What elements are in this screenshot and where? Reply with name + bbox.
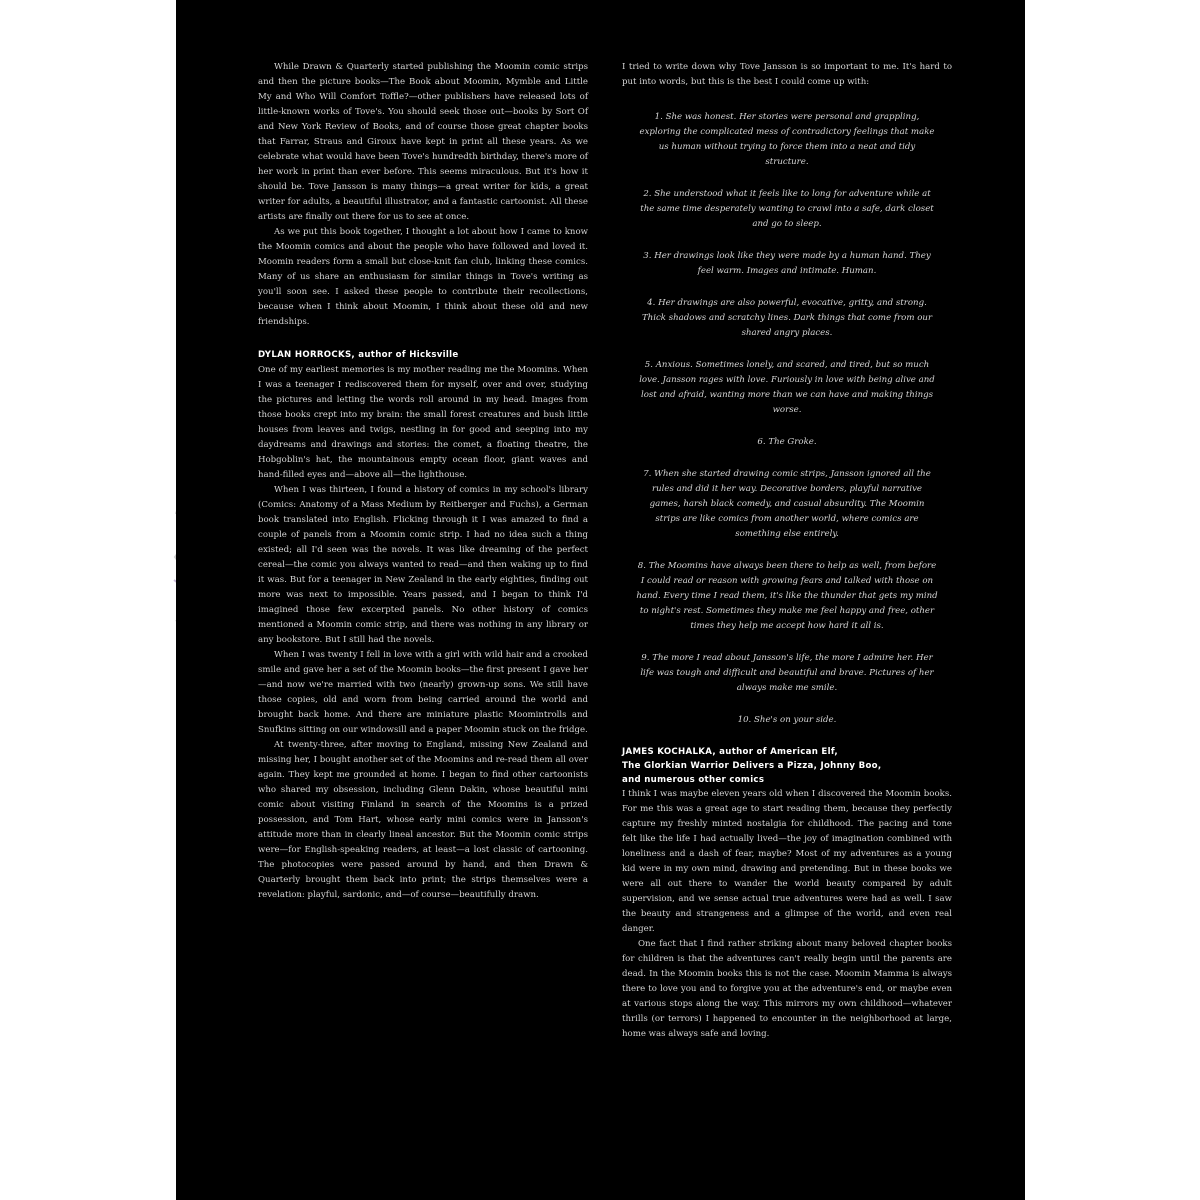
horrocks-paragraph-4: At twenty-three, after moving to England, missing New Zealand and missing her, I bought another set of the Moomins and re-read them all over again. They kept me grounded at home. I began to find other cartoonists who shared my obsession, including Glenn Dakin, whose beautiful mini comic about visiting Finland in search of the Moomins is a prized possession, and Tom Hart, whose early mini comics were in Jansson's attitude more than in clearly lineal ancestor. But the Moomin comic strips were—for English-speaking readers, at least—a lost classic of cartooning. The photocopies were passed around by hand, and then Drawn & Quarterly brought them back into print; the strips themselves were a revelation: playful, sardonic, and—of course—beautifully drawn.	[258, 740, 588, 900]
reasons-list	[622, 110, 952, 728]
list-item: 10. She's on your side.	[737, 715, 837, 725]
list-item: 3. Her drawings look like they were made by a human hand. They feel warm. Images and intimate. Human.	[643, 251, 931, 276]
contributor-heading-kochalka	[622, 745, 952, 787]
list-intro: I tried to write down why Tove Jansson is so important to me. It's hard to put into words, but this is the best I could come up with:	[622, 62, 952, 87]
kochalka-paragraph-1: I think I was maybe eleven years old when I discovered the Moomin books. For me this was a great age to start reading them, because they perfectly capture my freshly minted nostalgia for childhood. The pacing and tone felt like the life I had actually lived—the joy of imagination combined with loneliness and a dash of fear, maybe? Most of my adventures as a young kid were in my own mind, drawing and pretending. But in these books we were all out there to wander the world beauty compared by adult supervision, and we sense actual true adventures were had as well. I saw the beauty and strangeness and a glimpse of the world, and even real danger.	[622, 789, 952, 934]
heading-line: and numerous other comics	[622, 775, 765, 785]
horrocks-paragraph-3: When I was twenty I fell in love with a girl with wild hair and a crooked smile and gave her a set of the Moomin books—the first present I gave her—and now we're married with two (nearly) grown-up sons. We still have those copies, old and worn from being carried around the world and brought back home. And there are miniature plastic Moomintrolls and Snufkins sitting on our windowsill and a paper Moomin stuck on the fridge.	[258, 650, 588, 735]
heading-line: The Glorkian Warrior Delivers a Pizza, Johnny Boo,	[622, 761, 882, 771]
horrocks-paragraph-1: One of my earliest memories is my mother reading me the Moomins. When I was a teenager I rediscovered them for myself, over and over, studying the pictures and letting the words roll around in my head. Images from those books crept into my brain: the small forest creatures and bush little houses from leaves and twigs, nestling in for good and seeping into my daydreams and drawings and stories: the comet, a floating theatre, the Hobgoblin's hat, the mountainous empty ocean floor, giant waves and hand-filled eyes and—above all—the lighthouse.	[258, 365, 588, 480]
horrocks-paragraph-2: When I was thirteen, I found a history of comics in my school's library (Comics: Anatomy of a Mass Medium by Reitberger and Fuchs), a German book translated into English. Flicking through it I was amazed to find a couple of panels from a Moomin comic strip. I had no idea such a thing existed; all I'd seen was the novels. It was like dreaming of the perfect cereal—the comic you always wanted to read—and then waking up to find it was. But for a teenager in New Zealand in the early eighties, finding out more was next to impossible. Years passed, and I began to think I'd imagined those few excerpted panels. No other history of comics mentioned a Moomin comic strip, and there was nothing in any library or any bookstore. But I still had the novels.	[258, 485, 588, 645]
left-column	[258, 60, 588, 903]
contributor-heading-horrocks: DYLAN HORROCKS, author of Hicksville	[258, 350, 459, 360]
heading-line: JAMES KOCHALKA, author of American Elf,	[622, 747, 838, 757]
book-page	[176, 0, 1025, 1200]
list-item: 7. When she started drawing comic strips, Jansson ignored all the rules and did it her way. Decorative borders, playful narrative games, harsh black comedy, and casual absurdity. The Moomin strips are like comics from another world, where comics are something else entirely.	[643, 469, 931, 539]
list-item: 1. She was honest. Her stories were personal and grappling, exploring the complicated mess of contradictory feelings that make us human without trying to force them into a neat and tidy structure.	[639, 112, 935, 167]
kochalka-paragraph-2: One fact that I find rather striking about many beloved chapter books for children is that the adventures can't really begin until the parents are dead. In the Moomin books this is not the case. Moomin Mamma is always there to love you and to forgive you at the adventure's end, or maybe even at various stops along the way. This mirrors my own childhood—whatever thrills (or terrors) I happened to encounter in the neighborhood at large, home was always safe and loving.	[622, 939, 952, 1039]
list-item: 5. Anxious. Sometimes lonely, and scared, and tired, but so much love. Jansson rages with love. Furiously in love with being alive and lost and afraid, wanting more than we can have and making things worse.	[639, 360, 935, 415]
list-item: 2. She understood what it feels like to long for adventure while at the same time desperately wanting to crawl into a safe, dark closet and go to sleep.	[640, 189, 934, 229]
list-item: 8. The Moomins have always been there to help as well, from before I could read or reason with growing fears and talked with those on hand. Every time I read them, it's like the thunder that gets my mind to night's rest. Sometimes they make me feel happy and free, other times they help me accept how hard it all is.	[636, 561, 938, 631]
list-item: 4. Her drawings are also powerful, evocative, gritty, and strong. Thick shadows and scratchy lines. Dark things that come from our shared angry places.	[641, 298, 933, 338]
intro-paragraph-2: As we put this book together, I thought a lot about how I came to know the Moomin comics and about the people who have followed and loved it. Moomin readers form a small but close-knit fan club, linking these comics. Many of us share an enthusiasm for similar things in Tove's writing as you'll soon see. I asked these people to contribute their recollections, because when I think about Moomin, I think about these old and new friendships.	[258, 227, 588, 327]
list-item: 6. The Groke.	[757, 437, 817, 447]
right-column	[622, 60, 952, 1042]
intro-paragraph-1: While Drawn & Quarterly started publishing the Moomin comic strips and then the picture books—The Book about Moomin, Mymble and Little My and Who Will Comfort Toffle?—other publishers have released lots of little-known works of Tove's. You should seek those out—books by Sort Of and New York Review of Books, and of course those great chapter books that Farrar, Straus and Giroux have kept in print all these years. As we celebrate what would have been Tove's hundredth birthday, there's more of her work in print than ever before. This seems miraculous. But it's how it should be. Tove Jansson is many things—a great writer for kids, a great writer for adults, a beautiful illustrator, and a fantastic cartoonist. All these artists are finally out there for us to see at once.	[258, 62, 588, 222]
list-item: 9. The more I read about Jansson's life, the more I admire her. Her life was tough and difficult and beautiful and brave. Pictures of her always make me smile.	[640, 653, 934, 693]
